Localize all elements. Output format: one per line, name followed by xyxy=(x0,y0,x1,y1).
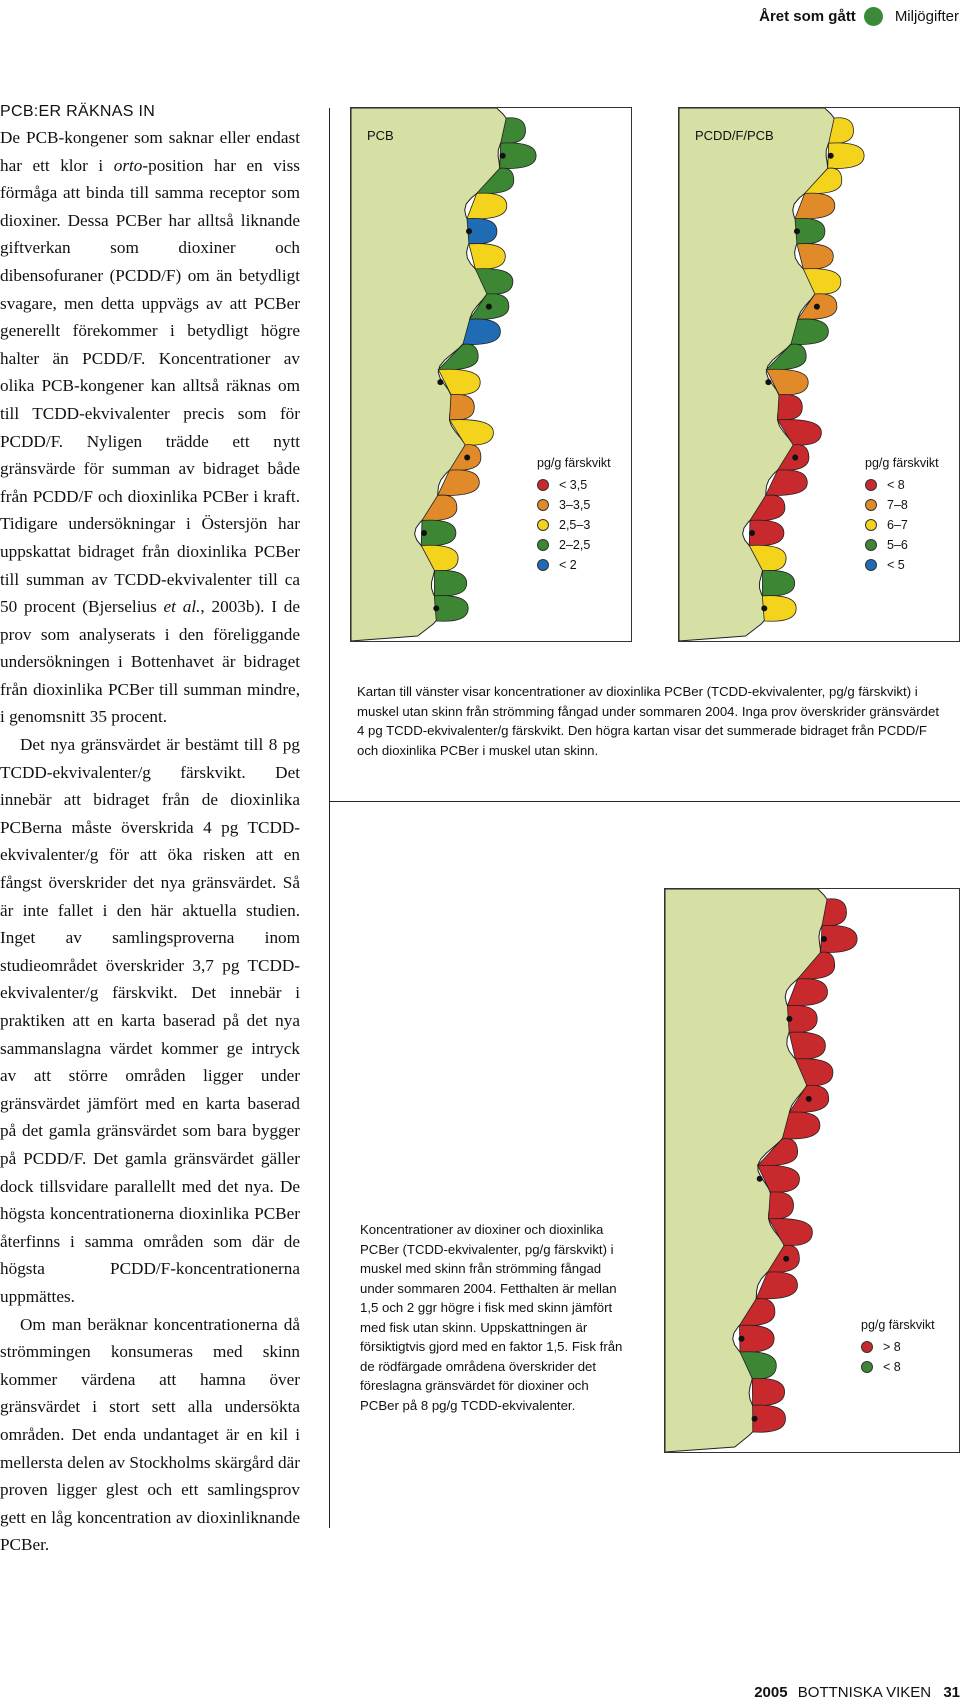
legend-item xyxy=(861,1357,935,1377)
legend-swatch xyxy=(537,499,549,511)
paragraph-1-part-c: -position har en viss förmåga att binda till samma receptor som dioxiner. Dessa PCBer har alltså liknande giftverkan som dioxiner och dibensofuraner (PCDD/F) om än betydligt svagare, men detta uppvägs av att PCBer generellt förekommer i betydligt högre halter än PCDD/F. Koncentrationer av olika PCB-kongener kan alltså räknas om till TCDD-ekvivalenter precis som för PCDD/F. Nyligen trädde ett nytt gränsvärde för summan av bidraget både från PCDD/F och dioxinlika PCBer i kraft. Tidigare undersökningar i Östersjön har uppskattat bidraget från dioxinlika PCBer till summan av TCDD-ekvivalenter till ca 50 procent (Bjerselius xyxy=(0,155,300,617)
legend-item xyxy=(537,535,611,555)
coastal-zone xyxy=(789,1032,825,1059)
legend-item xyxy=(865,555,939,575)
legend-unit: pg/g färskvikt xyxy=(537,456,611,470)
caption-bottom: Koncentrationer av dioxiner och dioxinlika PCBer (TCDD-ekvivalenter, pg/g färskvikt) i muskel med skinn från strömming fångad under sommaren 2004. Fetthalten är mellan 1,5 och 2 ggr högre i fisk med skinn jämfört med fisk utan skinn. Uppskattningen är försiktigtvis gjord med en faktor 1,5. Fisk från de rödfärgade områdena överskrider det föreslagna gränsvärdet för dioxiner och PCBer på 8 pg/g TCDD-ekvivalenter. xyxy=(360,1222,623,1413)
legend-label: 5–6 xyxy=(887,538,908,552)
sampling-point xyxy=(792,455,798,461)
legend-swatch xyxy=(537,559,549,571)
map-pcb xyxy=(350,107,632,642)
sampling-point xyxy=(814,304,820,310)
sampling-point xyxy=(433,605,439,611)
legend-swatch xyxy=(865,499,877,511)
legend-item xyxy=(537,515,611,535)
coastal-zone xyxy=(778,394,803,420)
coastal-zone xyxy=(769,1192,794,1219)
legend-item xyxy=(537,475,611,495)
legend-item xyxy=(537,495,611,515)
legend-swatch xyxy=(865,519,877,531)
legend-item xyxy=(865,515,939,535)
legend-swatch xyxy=(865,479,877,491)
map-pcb-title: PCB xyxy=(367,128,394,143)
sampling-point xyxy=(806,1096,812,1102)
map-pcdd xyxy=(678,107,960,642)
legend-item xyxy=(861,1337,935,1357)
sampling-point xyxy=(783,1256,789,1262)
sampling-point xyxy=(757,1176,763,1182)
legend-label: < 8 xyxy=(887,478,905,492)
coastal-zone xyxy=(434,596,468,622)
paragraph-1-part-a: De PCB-kongener som saknar eller endast har ett klor i xyxy=(0,128,300,175)
coastal-zone xyxy=(762,570,794,596)
map-pcdd-title: PCDD/F/PCB xyxy=(695,128,774,143)
coastal-zone xyxy=(762,596,796,622)
legend-label: 2,5–3 xyxy=(559,518,591,532)
coastal-zone xyxy=(740,1325,775,1352)
article-column xyxy=(0,103,300,1559)
sampling-point xyxy=(765,379,771,385)
legend-item xyxy=(537,555,611,575)
sampling-point xyxy=(761,605,767,611)
sampling-point xyxy=(828,153,834,159)
paragraph-1 xyxy=(0,124,300,731)
section-label: Året som gått xyxy=(759,7,856,25)
legend-label: < 3,5 xyxy=(559,478,588,492)
sampling-point xyxy=(421,530,427,536)
sampling-point xyxy=(500,153,506,159)
topic-label: Miljögifter xyxy=(894,7,959,25)
article-heading: PCB:ER RÄKNAS IN xyxy=(0,103,156,120)
legend-label: 7–8 xyxy=(887,498,908,512)
legend-label: < 2 xyxy=(559,558,577,572)
legend-item xyxy=(865,475,939,495)
legend-unit: pg/g färskvikt xyxy=(865,456,939,470)
paragraph-2: Det nya gränsvärdet är bestämt till 8 pg TCDD-ekvivalenter/g färskvikt. Det innebär att bidraget från de dioxinlika PCBerna måste överskrida 4 pg TCDD-ekvivalenter/g för att öka risken att en fångst överskrider det nya gränsvärdet. Så är inte fallet i den här aktuella studien. Inget av samlingsproverna inom studieområdet överskrider 3,7 pg TCDD-ekvivalenter/g färskvikt. Det innebär i praktiken att en karta baserad på det nya sammanslagna värdet kommer ge intryck av att större områden ligger under gränsvärdet jämfört med en karta baserad på det gamla gränsvärdet som bara bygger på PCDD/F. Det gamla gränsvärdet gäller dock tillsvidare parallellt med det nya. De högsta koncentrationerna dioxinlika PCBer återfinns i samma områden som där de högsta PCDD/F-koncentrationerna uppmättes. xyxy=(0,735,300,1306)
legend-label: 6–7 xyxy=(887,518,908,532)
sampling-point xyxy=(752,1416,758,1422)
legend-label: 3–3,5 xyxy=(559,498,591,512)
legend-item xyxy=(865,495,939,515)
sampling-point xyxy=(486,304,492,310)
map-pcb-legend xyxy=(537,453,611,575)
map-skin xyxy=(664,888,960,1453)
sampling-point xyxy=(749,530,755,536)
legend-label: > 8 xyxy=(883,1340,901,1354)
footer-title: BOTTNISKA VIKEN xyxy=(797,1684,932,1701)
sampling-point xyxy=(786,1016,792,1022)
footer-year: 2005 xyxy=(754,1684,788,1701)
column-divider xyxy=(329,108,330,1528)
coastal-zone xyxy=(463,319,501,345)
sampling-point xyxy=(464,455,470,461)
legend-swatch xyxy=(537,539,549,551)
caption-top: Kartan till vänster visar koncentrationer av dioxinlika PCBer (TCDD-ekvivalenter, pg/g färskvikt) i muskel utan skinn från strömming fångad under sommaren 2004. Inga prov överskrider gränsvärdet 4 pg TCDD-ekvivalenter/g färskvikt. Den högra kartan visar det summerade bidraget från PCDD/F och dioxinlika PCBer i muskel utan skinn. xyxy=(357,684,940,758)
sampling-point xyxy=(466,228,472,234)
legend-label: 2–2,5 xyxy=(559,538,591,552)
running-header xyxy=(759,6,960,26)
legend-swatch xyxy=(865,539,877,551)
coastal-zone xyxy=(791,319,829,345)
legend-label: < 8 xyxy=(883,1360,901,1374)
coastal-zone xyxy=(797,244,833,270)
page-footer xyxy=(754,1684,960,1701)
legend-swatch xyxy=(865,559,877,571)
map-pcdd-legend xyxy=(865,453,939,575)
paragraph-3: Om man beräknar koncentrationerna då strömmingen konsumeras med skinn kommer värdena att hamna över gränsvärdet i stort sett alla undersökta områden. Det enda undantaget är en kil i mellersta delen av Stockholms skärgård där proven ligger glest och ett samlingsprov gett en låg koncentration av dioxinliknande PCBer. xyxy=(0,1314,300,1555)
section-divider xyxy=(330,801,960,802)
paragraph-1-part-e: , 2003b). I de prov som analyserats i den föreliggande undersökningen i Bottenhavet är bidraget från dioxinlika PCBer till summan mindre, i genomsnitt 35 procent. xyxy=(0,597,300,727)
section-dot-icon xyxy=(864,7,883,26)
coastal-zone xyxy=(752,1378,784,1405)
legend-swatch xyxy=(537,519,549,531)
paragraph-1-italic-orto: orto xyxy=(113,155,143,175)
coastal-zone xyxy=(434,570,466,596)
legend-swatch xyxy=(861,1361,873,1373)
coastal-zone xyxy=(450,394,475,420)
coastal-zone xyxy=(469,244,505,270)
paragraph-1-italic-etal: et al. xyxy=(163,597,201,617)
map-skin-legend xyxy=(861,1315,935,1377)
sampling-point xyxy=(821,936,827,942)
legend-swatch xyxy=(861,1341,873,1353)
sampling-point xyxy=(794,228,800,234)
page-number: 31 xyxy=(943,1684,960,1701)
sampling-point xyxy=(739,1336,745,1342)
legend-item xyxy=(865,535,939,555)
sampling-point xyxy=(437,379,443,385)
legend-label: < 5 xyxy=(887,558,905,572)
legend-unit: pg/g färskvikt xyxy=(861,1318,935,1332)
legend-swatch xyxy=(537,479,549,491)
